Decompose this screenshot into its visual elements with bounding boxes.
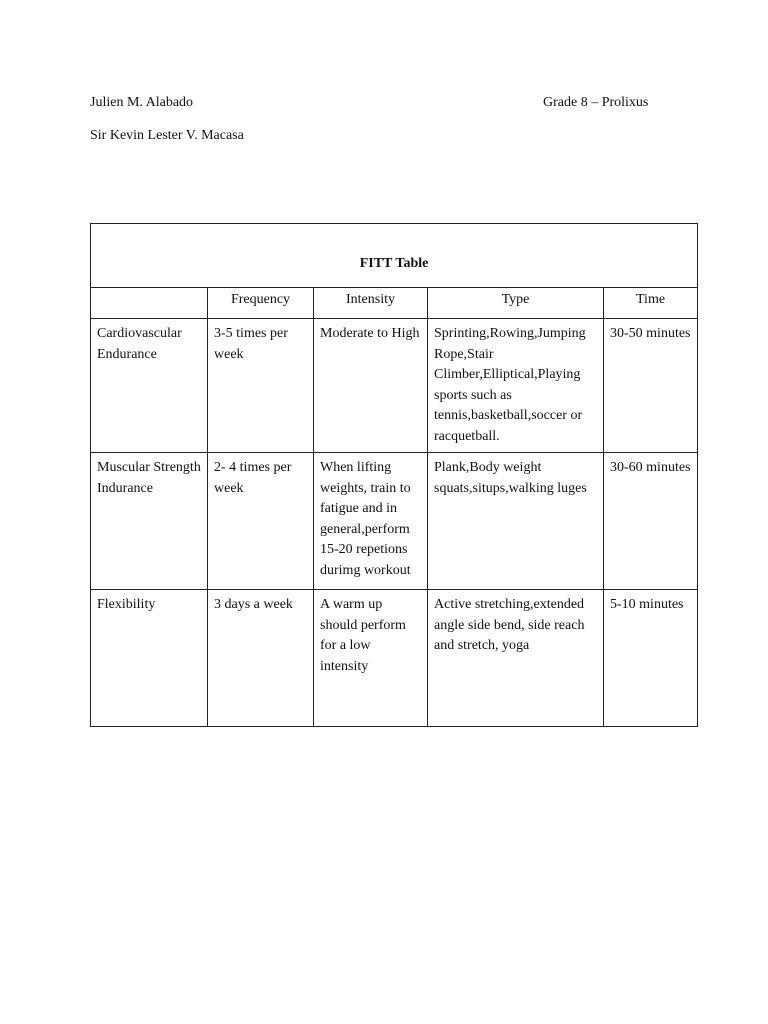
frequency-cell: 3-5 times per week	[208, 319, 314, 453]
column-header-frequency: Frequency	[208, 288, 314, 319]
intensity-cell: When lifting weights, train to fatigue and in general,perform 15-20 repetions durimg workout	[314, 453, 428, 590]
intensity-cell: A warm up should perform for a low intensity	[314, 590, 428, 727]
type-cell: Active stretching,extended angle side bend, side reach and stretch, yoga	[428, 590, 604, 727]
fitt-table	[90, 223, 698, 727]
time-cell: 30-50 minutes	[604, 319, 698, 453]
type-cell: Sprinting,Rowing,Jumping Rope,Stair Climber,Elliptical,Playing sports such as tennis,basketball,soccer or racquetball.	[428, 319, 604, 453]
student-name: Julien M. Alabado	[90, 95, 194, 110]
column-header-intensity: Intensity	[314, 288, 428, 319]
table-title: FITT Table	[91, 224, 698, 288]
intensity-cell: Moderate to High	[314, 319, 428, 453]
type-cell: Plank,Body weight squats,situps,walking luges	[428, 453, 604, 590]
table-header-row	[91, 288, 698, 319]
component-cell: Flexibility	[91, 590, 208, 727]
component-cell: Cardiovascular Endurance	[91, 319, 208, 453]
table-title-row	[91, 224, 698, 288]
frequency-cell: 3 days a week	[208, 590, 314, 727]
teacher-name: Sir Kevin Lester V. Macasa	[90, 128, 244, 143]
column-header-type: Type	[428, 288, 604, 319]
table-row	[91, 319, 698, 453]
column-header-component	[91, 288, 208, 319]
component-cell: Muscular Strength Indurance	[91, 453, 208, 590]
table-row	[91, 453, 698, 590]
time-cell: 5-10 minutes	[604, 590, 698, 727]
table-row	[91, 590, 698, 727]
grade-section: Grade 8 – Prolixus	[543, 95, 649, 110]
column-header-time: Time	[604, 288, 698, 319]
time-cell: 30-60 minutes	[604, 453, 698, 590]
frequency-cell: 2- 4 times per week	[208, 453, 314, 590]
